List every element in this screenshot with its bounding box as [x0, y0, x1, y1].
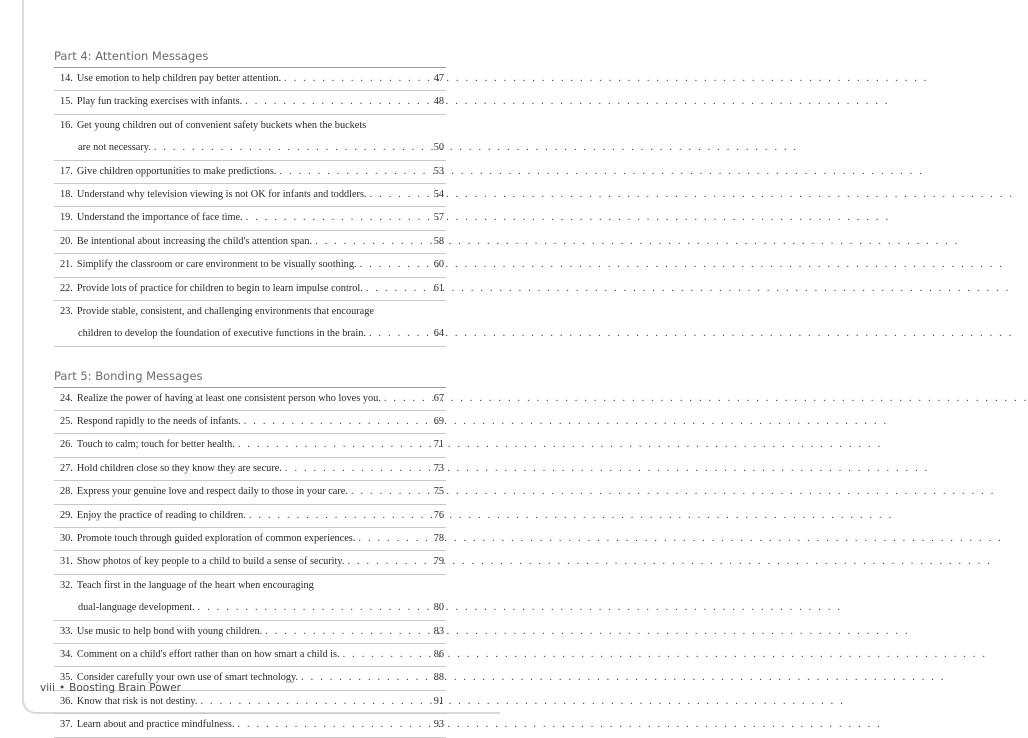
- toc-entry-line: [54, 207, 446, 229]
- entry-title: Understand the importance of face time.: [76, 212, 243, 224]
- entry-number: 35.: [60, 672, 73, 684]
- entry-number: 28.: [60, 486, 73, 498]
- toc-entry[interactable]: [54, 301, 446, 347]
- dot-leader: [381, 388, 422, 410]
- entry-page-number: 75: [433, 486, 444, 498]
- entry-page-number: 73: [433, 462, 444, 474]
- entry-number: 22.: [60, 282, 73, 294]
- entry-number: 37.: [60, 719, 73, 731]
- toc-entry[interactable]: [54, 115, 446, 161]
- entry-page-number: 76: [433, 509, 444, 521]
- dot-leader: [348, 481, 422, 503]
- entry-title: Provide lots of practice for children to begin to learn impulse control.: [76, 282, 363, 294]
- dot-leader: [340, 644, 422, 666]
- toc-entry[interactable]: [54, 551, 446, 574]
- dot-leader: [312, 231, 422, 253]
- entry-page-number: 83: [433, 625, 444, 637]
- part-heading: Part 5: Bonding Messages: [54, 368, 203, 383]
- entry-title: Play fun tracking exercises with infants.: [76, 96, 243, 108]
- dot-leader: [366, 323, 422, 345]
- entry-title: Simplify the classroom or care environment to be visually soothing.: [76, 259, 357, 271]
- entry-number: 27.: [60, 462, 73, 474]
- entry-page-number: 50: [433, 142, 444, 154]
- entry-title: Teach first in the language of the heart when encouraging: [76, 579, 314, 591]
- toc-entry-line: [54, 137, 446, 159]
- entry-number: 19.: [60, 212, 73, 224]
- toc-entry[interactable]: [54, 231, 446, 254]
- toc-entry-line: [54, 115, 446, 137]
- toc-entry[interactable]: [54, 411, 446, 434]
- entry-title: Enjoy the practice of reading to children.: [76, 509, 246, 521]
- entry-title: Get young children out of convenient safety buckets when the buckets: [76, 119, 367, 131]
- toc-entry[interactable]: [54, 714, 446, 737]
- toc-entry-line: [54, 278, 446, 300]
- toc-entry-line: [54, 434, 446, 456]
- toc-entry-line: [54, 231, 446, 253]
- entry-page-number: 61: [433, 282, 444, 294]
- toc-entry-line: [54, 691, 446, 713]
- entry-page-number: 71: [433, 439, 444, 451]
- toc-entry[interactable]: [54, 575, 446, 621]
- toc-entry[interactable]: [54, 621, 446, 644]
- footer-separator: •: [58, 682, 66, 694]
- entry-page-number: 78: [433, 533, 444, 545]
- toc-entry[interactable]: [54, 505, 446, 528]
- toc-entry[interactable]: [54, 207, 446, 230]
- table-of-contents: [54, 47, 446, 738]
- dot-leader: [241, 411, 422, 433]
- toc-entry-line: [54, 551, 446, 573]
- toc-list: [54, 67, 446, 347]
- entry-title: Respond rapidly to the needs of infants.: [76, 416, 241, 428]
- toc-entry-line: [54, 575, 446, 597]
- entry-page-number: 93: [433, 719, 444, 731]
- toc-entry-line: [54, 323, 446, 345]
- toc-entry[interactable]: [54, 528, 446, 551]
- toc-entry[interactable]: [54, 184, 446, 207]
- entry-page-number: 67: [433, 392, 444, 404]
- entry-title: Learn about and practice mindfulness.: [76, 719, 235, 731]
- toc-entry-line: [54, 481, 446, 503]
- entry-page-number: 64: [433, 328, 444, 340]
- entry-page-number: 86: [433, 648, 444, 660]
- toc-entry-line: [54, 644, 446, 666]
- dot-leader: [363, 278, 422, 300]
- entry-title: Give children opportunities to make predictions.: [76, 165, 277, 177]
- toc-entry-line: [54, 388, 446, 410]
- dot-leader: [357, 254, 422, 276]
- entry-page-number: 58: [433, 235, 444, 247]
- toc-entry[interactable]: [54, 481, 446, 504]
- entry-page-number: 60: [433, 259, 444, 271]
- entry-number: 33.: [60, 625, 73, 637]
- entry-number: 20.: [60, 235, 73, 247]
- entry-page-number: 69: [433, 416, 444, 428]
- toc-entry-line: [54, 301, 446, 323]
- entry-page-number: 53: [433, 165, 444, 177]
- entry-title: Provide stable, consistent, and challenging environments that encourage: [76, 305, 374, 317]
- entry-title: Be intentional about increasing the child's attention span.: [76, 235, 313, 247]
- toc-entry-line: [54, 505, 446, 527]
- toc-entry-line: [54, 184, 446, 206]
- entry-page-number: 91: [433, 695, 444, 707]
- toc-entry-line: [54, 458, 446, 480]
- entry-number: 36.: [60, 695, 73, 707]
- entry-page-number: 80: [433, 602, 444, 614]
- dot-leader: [262, 621, 422, 643]
- dot-leader: [355, 528, 422, 550]
- entry-title: Hold children close so they know they are secure.: [76, 462, 282, 474]
- entry-number: 24.: [60, 392, 73, 404]
- entry-page-number: 57: [433, 212, 444, 224]
- dot-leader: [367, 184, 422, 206]
- toc-entry-line: [54, 714, 446, 736]
- entry-number: 32.: [60, 579, 73, 591]
- entry-title: dual-language development.: [78, 602, 195, 614]
- entry-number: 23.: [60, 305, 73, 317]
- entry-title: Understand why television viewing is not OK for infants and toddlers.: [76, 188, 367, 200]
- entry-number: 34.: [60, 648, 73, 660]
- toc-entry[interactable]: [54, 434, 446, 457]
- entry-title: Show photos of key people to a child to build a sense of security.: [76, 556, 345, 568]
- entry-page-number: 47: [433, 73, 444, 84]
- dot-leader: [195, 597, 422, 619]
- entry-number: 14.: [60, 73, 73, 84]
- toc-entry-line: [54, 411, 446, 433]
- toc-entry-line: [54, 597, 446, 619]
- entry-number: 25.: [60, 416, 73, 428]
- toc-entry[interactable]: [54, 68, 446, 91]
- entry-number: 31.: [60, 556, 73, 568]
- toc-entry[interactable]: [54, 161, 446, 184]
- toc-entry-line: [54, 91, 446, 113]
- toc-entry[interactable]: [54, 91, 446, 114]
- entry-page-number: 79: [433, 556, 444, 568]
- dot-leader: [234, 714, 422, 736]
- entry-number: 30.: [60, 533, 73, 545]
- section-gap: [54, 347, 446, 367]
- entry-title: Use music to help bond with young children.: [76, 625, 263, 637]
- toc-entry-line: [54, 621, 446, 643]
- dot-leader: [242, 91, 422, 113]
- dot-leader: [151, 137, 422, 159]
- toc-entry[interactable]: [54, 644, 446, 667]
- footer-book-title: Boosting Brain Power: [69, 682, 181, 694]
- part-heading: Part 4: Attention Messages: [54, 49, 209, 63]
- entry-title: Realize the power of having at least one consistent person who loves you.: [76, 392, 381, 404]
- entry-title: Use emotion to help children pay better attention.: [76, 73, 282, 84]
- toc-entry-line: [54, 254, 446, 276]
- dot-leader: [298, 667, 422, 689]
- entry-title: Express your genuine love and respect daily to those in your care.: [76, 486, 348, 498]
- entry-page-number: 88: [433, 672, 444, 684]
- dot-leader: [276, 161, 422, 183]
- entry-page-number: 54: [433, 188, 444, 200]
- toc-entry-line: [54, 161, 446, 183]
- toc-entry[interactable]: [54, 254, 446, 277]
- dot-leader: [197, 691, 422, 713]
- dot-leader: [246, 505, 422, 527]
- entry-number: 16.: [60, 119, 73, 131]
- dot-leader: [281, 68, 422, 90]
- entry-title: Comment on a child's effort rather than on how smart a child is.: [76, 648, 340, 660]
- entry-number: 18.: [60, 188, 73, 200]
- toc-entry[interactable]: [54, 278, 446, 301]
- entry-title: are not necessary.: [78, 142, 151, 154]
- entry-page-number: 48: [433, 96, 444, 108]
- page-footer: [40, 682, 181, 694]
- dot-leader: [344, 551, 422, 573]
- toc-entry[interactable]: [54, 388, 446, 411]
- toc-entry-line: [54, 68, 446, 90]
- entry-number: 26.: [60, 439, 73, 451]
- entry-title: Touch to calm; touch for better health.: [76, 439, 235, 451]
- toc-entry[interactable]: [54, 458, 446, 481]
- entry-title: Know that risk is not destiny.: [76, 695, 198, 707]
- dot-leader: [235, 434, 422, 456]
- dot-leader: [282, 458, 422, 480]
- entry-number: 29.: [60, 509, 73, 521]
- dot-leader: [243, 207, 422, 229]
- entry-number: 17.: [60, 165, 73, 177]
- toc-entry-line: [54, 528, 446, 550]
- entry-number: 21.: [60, 259, 73, 271]
- entry-title: Promote touch through guided exploration of common experiences.: [76, 533, 356, 545]
- toc-entry[interactable]: [54, 691, 446, 714]
- entry-number: 15.: [60, 96, 73, 108]
- footer-page-number: viii: [40, 682, 55, 694]
- entry-title: children to develop the foundation of executive functions in the brain.: [78, 328, 366, 340]
- entry-title: Consider carefully your own use of smart technology.: [76, 672, 299, 684]
